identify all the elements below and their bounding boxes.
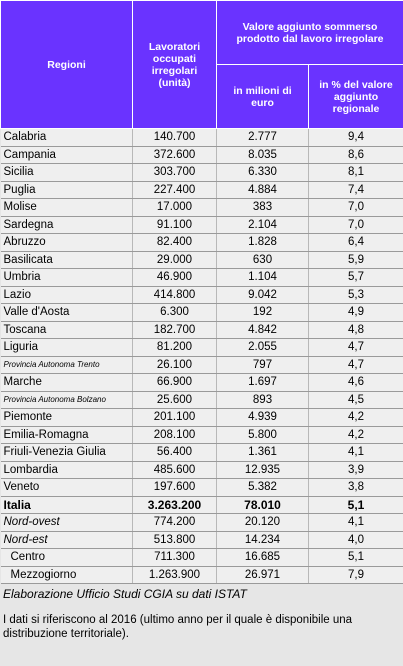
pct-cell: 4,5: [309, 391, 403, 409]
region-cell: Marche: [1, 374, 133, 392]
table-row: [1, 321, 403, 339]
value-cell: 4.884: [217, 181, 309, 199]
workers-cell: 774.200: [133, 514, 217, 532]
value-cell: 9.042: [217, 286, 309, 304]
pct-cell: 4,9: [309, 304, 403, 322]
workers-cell: 91.100: [133, 216, 217, 234]
table-row: [1, 356, 403, 374]
pct-cell: 3,9: [309, 461, 403, 479]
pct-cell: 4,7: [309, 356, 403, 374]
workers-cell: 513.800: [133, 531, 217, 549]
value-cell: 12.935: [217, 461, 309, 479]
table-body: [1, 129, 403, 584]
header-lavoratori: Lavoratori occupati irregolari (unità): [133, 1, 217, 129]
region-cell: Sicilia: [1, 164, 133, 182]
region-cell: Lazio: [1, 286, 133, 304]
workers-cell: 414.800: [133, 286, 217, 304]
value-cell: 16.685: [217, 549, 309, 567]
workers-cell: 66.900: [133, 374, 217, 392]
table-row: [1, 339, 403, 357]
region-cell: Basilicata: [1, 251, 133, 269]
table-row: [1, 251, 403, 269]
value-cell: 2.777: [217, 129, 309, 147]
region-cell: Piemonte: [1, 409, 133, 427]
workers-cell: 6.300: [133, 304, 217, 322]
workers-cell: 201.100: [133, 409, 217, 427]
pct-cell: 5,1: [309, 549, 403, 567]
pct-cell: 5,9: [309, 251, 403, 269]
value-cell: 4.939: [217, 409, 309, 427]
table-row: [1, 269, 403, 287]
region-cell: Veneto: [1, 479, 133, 497]
region-cell: Nord-est: [1, 531, 133, 549]
region-cell: Liguria: [1, 339, 133, 357]
value-cell: 26.971: [217, 566, 309, 584]
pct-cell: 8,6: [309, 146, 403, 164]
table-row: [1, 496, 403, 514]
pct-cell: 4,1: [309, 514, 403, 532]
table-row: [1, 409, 403, 427]
table-row: [1, 566, 403, 584]
workers-cell: 1.263.900: [133, 566, 217, 584]
workers-cell: 485.600: [133, 461, 217, 479]
table-row: [1, 286, 403, 304]
table-row: [1, 199, 403, 217]
pct-cell: 6,4: [309, 234, 403, 252]
header-regioni: Regioni: [1, 1, 133, 129]
value-cell: 78.010: [217, 496, 309, 514]
pct-cell: 7,0: [309, 199, 403, 217]
workers-cell: 17.000: [133, 199, 217, 217]
region-cell: Molise: [1, 199, 133, 217]
workers-cell: 182.700: [133, 321, 217, 339]
region-cell: Centro: [1, 549, 133, 567]
value-cell: 4.842: [217, 321, 309, 339]
table-row: [1, 374, 403, 392]
table-row: [1, 426, 403, 444]
value-cell: 5.800: [217, 426, 309, 444]
workers-cell: 82.400: [133, 234, 217, 252]
pct-cell: 5,3: [309, 286, 403, 304]
value-cell: 630: [217, 251, 309, 269]
value-cell: 14.234: [217, 531, 309, 549]
workers-cell: 208.100: [133, 426, 217, 444]
pct-cell: 4,2: [309, 426, 403, 444]
pct-cell: 4,7: [309, 339, 403, 357]
region-cell: Umbria: [1, 269, 133, 287]
region-cell: Sardegna: [1, 216, 133, 234]
workers-cell: 372.600: [133, 146, 217, 164]
region-cell: Provincia Autonoma Bolzano: [1, 391, 133, 409]
pct-cell: 4,1: [309, 444, 403, 462]
header-valore: Valore aggiunto sommerso prodotto dal lavoro irregolare: [217, 1, 403, 65]
value-cell: 2.104: [217, 216, 309, 234]
region-cell: Toscana: [1, 321, 133, 339]
region-cell: Calabria: [1, 129, 133, 147]
pct-cell: 4,2: [309, 409, 403, 427]
value-cell: 1.361: [217, 444, 309, 462]
region-cell: Campania: [1, 146, 133, 164]
header-milioni: in milioni di euro: [217, 65, 309, 129]
table-row: [1, 304, 403, 322]
workers-cell: 81.200: [133, 339, 217, 357]
value-cell: 6.330: [217, 164, 309, 182]
value-cell: 20.120: [217, 514, 309, 532]
table-row: [1, 549, 403, 567]
value-cell: 1.104: [217, 269, 309, 287]
workers-cell: 25.600: [133, 391, 217, 409]
footnote: I dati si riferiscono al 2016 (ultimo anno per il quale è disponibile una distribuzione territoriale).: [3, 614, 353, 640]
workers-cell: 303.700: [133, 164, 217, 182]
workers-cell: 711.300: [133, 549, 217, 567]
workers-cell: 197.600: [133, 479, 217, 497]
workers-cell: 227.400: [133, 181, 217, 199]
pct-cell: 4,0: [309, 531, 403, 549]
table-row: [1, 181, 403, 199]
region-cell: Nord-ovest: [1, 514, 133, 532]
workers-cell: 26.100: [133, 356, 217, 374]
table-row: [1, 391, 403, 409]
pct-cell: 7,9: [309, 566, 403, 584]
value-cell: 383: [217, 199, 309, 217]
table-row: [1, 531, 403, 549]
table-row: [1, 216, 403, 234]
value-cell: 1.828: [217, 234, 309, 252]
workers-cell: 29.000: [133, 251, 217, 269]
region-cell: Puglia: [1, 181, 133, 199]
region-cell: Valle d'Aosta: [1, 304, 133, 322]
pct-cell: 7,4: [309, 181, 403, 199]
pct-cell: 3,8: [309, 479, 403, 497]
value-cell: 5.382: [217, 479, 309, 497]
pct-cell: 4,6: [309, 374, 403, 392]
pct-cell: 4,8: [309, 321, 403, 339]
table-row: [1, 234, 403, 252]
pct-cell: 9,4: [309, 129, 403, 147]
table-row: [1, 164, 403, 182]
workers-cell: 56.400: [133, 444, 217, 462]
table-row: [1, 146, 403, 164]
region-cell: Lombardia: [1, 461, 133, 479]
value-cell: 797: [217, 356, 309, 374]
pct-cell: 5,1: [309, 496, 403, 514]
value-cell: 192: [217, 304, 309, 322]
pct-cell: 7,0: [309, 216, 403, 234]
region-cell: Italia: [1, 496, 133, 514]
region-cell: Emilia-Romagna: [1, 426, 133, 444]
source-caption: Elaborazione Ufficio Studi CGIA su dati ISTAT: [3, 587, 247, 601]
table-row: [1, 479, 403, 497]
region-cell: Provincia Autonoma Trento: [1, 356, 133, 374]
table-row: [1, 129, 403, 147]
value-cell: 893: [217, 391, 309, 409]
pct-cell: 8,1: [309, 164, 403, 182]
workers-cell: 140.700: [133, 129, 217, 147]
workers-cell: 46.900: [133, 269, 217, 287]
table-row: [1, 514, 403, 532]
region-cell: Abruzzo: [1, 234, 133, 252]
pct-cell: 5,7: [309, 269, 403, 287]
value-cell: 2.055: [217, 339, 309, 357]
region-cell: Mezzogiorno: [1, 566, 133, 584]
value-cell: 8.035: [217, 146, 309, 164]
header-percentuale: in % del valore aggiunto regionale: [309, 65, 403, 129]
workers-cell: 3.263.200: [133, 496, 217, 514]
table-row: [1, 461, 403, 479]
region-cell: Friuli-Venezia Giulia: [1, 444, 133, 462]
value-cell: 1.697: [217, 374, 309, 392]
table-row: [1, 444, 403, 462]
